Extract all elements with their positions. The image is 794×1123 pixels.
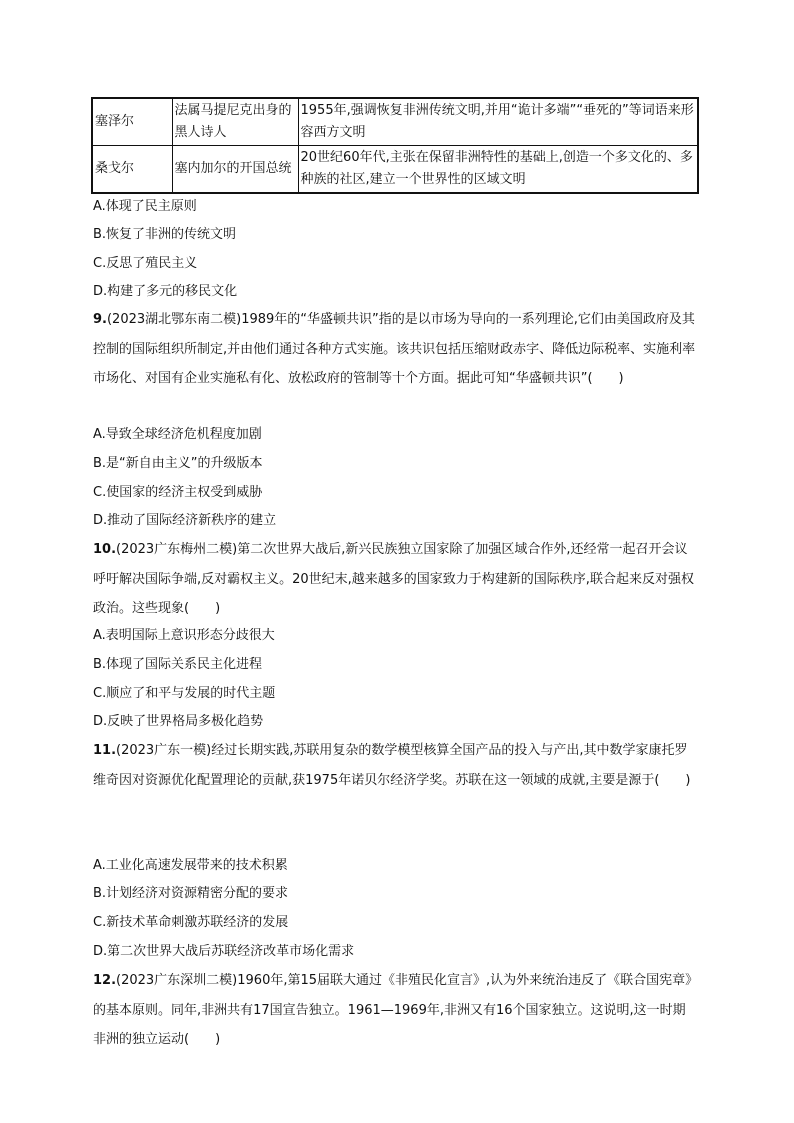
question-stem: (2023广东一模)经过长期实践,苏联用复杂的数学模型核算全国产品的投入与产出,其中数学家康托罗维奇因对资源优化配置理论的贡献,获1975年诺贝尔经济学奖。苏联在这一领域的成就,主要是源于( ) bbox=[93, 743, 691, 788]
q8-option-a: A.体现了民主原则 bbox=[93, 199, 197, 214]
q9-option-d: D.推动了国际经济新秩序的建立 bbox=[93, 513, 277, 528]
question-11 bbox=[93, 736, 698, 795]
question-10 bbox=[93, 535, 698, 624]
q11-option-d: D.第二次世界大战后苏联经济改革市场化需求 bbox=[93, 944, 355, 959]
q10-option-b: B.体现了国际关系民主化进程 bbox=[93, 657, 263, 672]
q9-option-b: B.是“新自由主义”的升级版本 bbox=[93, 456, 263, 471]
table-cell-name: 桑戈尔 bbox=[92, 146, 172, 194]
question-number: 10. bbox=[93, 542, 117, 557]
table-row bbox=[92, 98, 698, 146]
question-number: 9. bbox=[93, 312, 107, 327]
question-12 bbox=[93, 966, 698, 1055]
q10-option-c: C.顺应了和平与发展的时代主题 bbox=[93, 686, 276, 701]
table-row bbox=[92, 146, 698, 194]
question-9 bbox=[93, 305, 698, 394]
question-stem: (2023湖北鄂东南二模)1989年的“华盛顿共识”指的是以市场为导向的一系列理论,它们由美国政府及其控制的国际组织所制定,并由他们通过各种方式实施。该共识包括压缩财政赤字、降低边际税率、实施利率市场化、对国有企业实施私有化、放松政府的管制等十个方面。据此可知“华盛顿共识”( ) bbox=[93, 312, 696, 386]
table-cell-identity: 塞内加尔的开国总统 bbox=[172, 146, 298, 194]
q11-option-a: A.工业化高速发展带来的技术积累 bbox=[93, 858, 288, 873]
table-cell-content: 20世纪60年代,主张在保留非洲特性的基础上,创造一个多文化的、多种族的社区,建立一个世界性的区域文明 bbox=[298, 146, 698, 194]
question-stem: (2023广东深圳二模)1960年,第15届联大通过《非殖民化宣言》,认为外来统治违反了《联合国宪章》的基本原则。同年,非洲共有17国宣告独立。1961—1969年,非洲又有16个国家独立。这说明,这一时期非洲的独立运动( ) bbox=[93, 973, 692, 1047]
q9-option-c: C.使国家的经济主权受到威胁 bbox=[93, 485, 263, 500]
question-stem: (2023广东梅州二模)第二次世界大战后,新兴民族独立国家除了加强区域合作外,还经常一起召开会议呼吁解决国际争端,反对霸权主义。20世纪末,越来越多的国家致力于构建新的国际秩序,联合起来反对强权政治。这些现象( ) bbox=[93, 542, 694, 616]
q11-option-c: C.新技术革命刺激苏联经济的发展 bbox=[93, 915, 289, 930]
figures-table bbox=[91, 97, 699, 194]
q11-option-b: B.计划经济对资源精密分配的要求 bbox=[93, 886, 289, 901]
q10-option-a: A.表明国际上意识形态分歧很大 bbox=[93, 628, 275, 643]
table-cell-content: 1955年,强调恢复非洲传统文明,并用“诡计多端”“垂死的”等词语来形容西方文明 bbox=[298, 98, 698, 146]
q8-option-d: D.构建了多元的移民文化 bbox=[93, 284, 238, 299]
q8-option-b: B.恢复了非洲的传统文明 bbox=[93, 227, 237, 242]
q9-option-a: A.导致全球经济危机程度加剧 bbox=[93, 427, 262, 442]
question-number: 11. bbox=[93, 743, 117, 758]
q10-option-d: D.反映了世界格局多极化趋势 bbox=[93, 714, 264, 729]
q8-option-c: C.反思了殖民主义 bbox=[93, 256, 198, 271]
table-cell-identity: 法属马提尼克出身的黑人诗人 bbox=[172, 98, 298, 146]
question-number: 12. bbox=[93, 973, 117, 988]
table-cell-name: 塞泽尔 bbox=[92, 98, 172, 146]
